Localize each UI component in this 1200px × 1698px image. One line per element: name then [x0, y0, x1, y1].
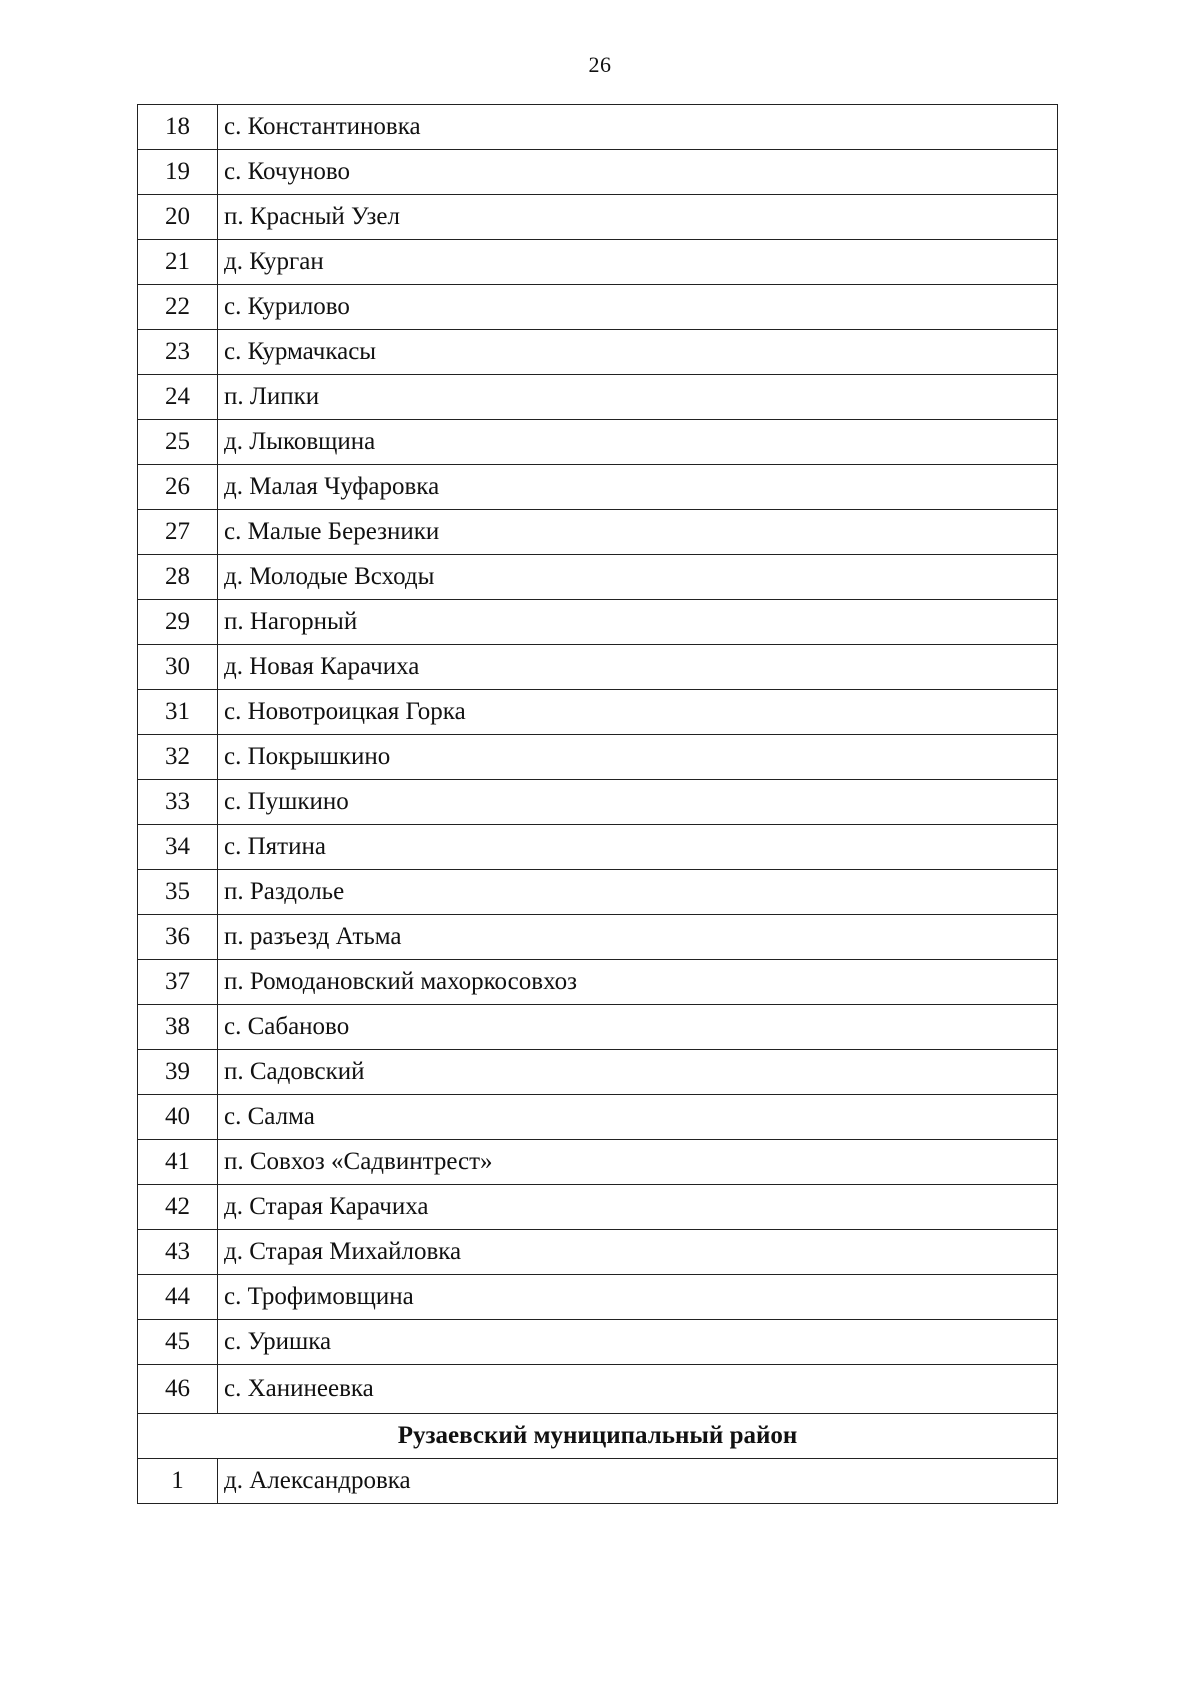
settlement-name: п. Нагорный: [218, 600, 1058, 645]
row-number: 37: [138, 960, 218, 1005]
settlement-name: с. Новотроицкая Горка: [218, 690, 1058, 735]
settlement-name: с. Малые Березники: [218, 510, 1058, 555]
row-number: 24: [138, 375, 218, 420]
table-row: [138, 1095, 1058, 1140]
table-row: [138, 1459, 1058, 1504]
table-row: [138, 240, 1058, 285]
table-row: [138, 600, 1058, 645]
settlement-name: п. Раздолье: [218, 870, 1058, 915]
table-row: [138, 1185, 1058, 1230]
settlement-name: п. Садовский: [218, 1050, 1058, 1095]
table-row: [138, 285, 1058, 330]
section-header-row: [138, 1414, 1058, 1459]
table-row: [138, 105, 1058, 150]
settlement-name: с. Курилово: [218, 285, 1058, 330]
settlement-name: п. разъезд Атьма: [218, 915, 1058, 960]
settlement-name: д. Лыковщина: [218, 420, 1058, 465]
table-row: [138, 825, 1058, 870]
table-row: [138, 915, 1058, 960]
settlement-name: с. Константиновка: [218, 105, 1058, 150]
row-number: 32: [138, 735, 218, 780]
settlement-name: п. Красный Узел: [218, 195, 1058, 240]
row-number: 46: [138, 1365, 218, 1414]
table-row: [138, 330, 1058, 375]
settlement-name: с. Ханинеевка: [218, 1365, 1058, 1414]
settlement-name: с. Трофимовщина: [218, 1275, 1058, 1320]
settlement-name: д. Александровка: [218, 1459, 1058, 1504]
table-row: [138, 1050, 1058, 1095]
settlement-name: с. Салма: [218, 1095, 1058, 1140]
table-row: [138, 690, 1058, 735]
settlement-name: с. Пушкино: [218, 780, 1058, 825]
row-number: 40: [138, 1095, 218, 1140]
table-row: [138, 735, 1058, 780]
row-number: 42: [138, 1185, 218, 1230]
row-number: 34: [138, 825, 218, 870]
settlement-name: с. Пятина: [218, 825, 1058, 870]
row-number: 22: [138, 285, 218, 330]
row-number: 38: [138, 1005, 218, 1050]
row-number: 44: [138, 1275, 218, 1320]
table-row: [138, 375, 1058, 420]
settlement-name: с. Сабаново: [218, 1005, 1058, 1050]
row-number: 27: [138, 510, 218, 555]
row-number: 33: [138, 780, 218, 825]
table-row: [138, 1005, 1058, 1050]
table-row: [138, 465, 1058, 510]
row-number: 45: [138, 1320, 218, 1365]
row-number: 39: [138, 1050, 218, 1095]
row-number: 36: [138, 915, 218, 960]
settlement-name: д. Малая Чуфаровка: [218, 465, 1058, 510]
row-number: 18: [138, 105, 218, 150]
row-number: 23: [138, 330, 218, 375]
row-number: 31: [138, 690, 218, 735]
settlement-name: п. Совхоз «Садвинтрест»: [218, 1140, 1058, 1185]
settlement-name: с. Курмачкасы: [218, 330, 1058, 375]
settlement-name: п. Липки: [218, 375, 1058, 420]
table-row: [138, 420, 1058, 465]
row-number: 29: [138, 600, 218, 645]
table-row: [138, 195, 1058, 240]
settlement-name: д. Новая Карачиха: [218, 645, 1058, 690]
settlements-table: [137, 104, 1058, 1504]
table-row: [138, 960, 1058, 1005]
table-row: [138, 1365, 1058, 1414]
row-number: 1: [138, 1459, 218, 1504]
table-row: [138, 1230, 1058, 1275]
table-row: [138, 1320, 1058, 1365]
row-number: 41: [138, 1140, 218, 1185]
settlement-name: с. Покрышкино: [218, 735, 1058, 780]
table-row: [138, 555, 1058, 600]
settlement-name: с. Кочуново: [218, 150, 1058, 195]
table-row: [138, 1275, 1058, 1320]
section-title: Рузаевский муниципальный район: [138, 1414, 1058, 1459]
settlement-name: п. Ромодановский махоркосовхоз: [218, 960, 1058, 1005]
row-number: 35: [138, 870, 218, 915]
table-row: [138, 645, 1058, 690]
table-row: [138, 510, 1058, 555]
row-number: 43: [138, 1230, 218, 1275]
table-row: [138, 150, 1058, 195]
row-number: 26: [138, 465, 218, 510]
row-number: 19: [138, 150, 218, 195]
row-number: 30: [138, 645, 218, 690]
settlement-name: д. Старая Михайловка: [218, 1230, 1058, 1275]
row-number: 21: [138, 240, 218, 285]
settlement-name: с. Уришка: [218, 1320, 1058, 1365]
table-row: [138, 870, 1058, 915]
table-row: [138, 1140, 1058, 1185]
settlement-name: д. Молодые Всходы: [218, 555, 1058, 600]
row-number: 20: [138, 195, 218, 240]
row-number: 25: [138, 420, 218, 465]
settlement-name: д. Курган: [218, 240, 1058, 285]
row-number: 28: [138, 555, 218, 600]
settlement-name: д. Старая Карачиха: [218, 1185, 1058, 1230]
page-number: 26: [588, 52, 612, 77]
table-row: [138, 780, 1058, 825]
